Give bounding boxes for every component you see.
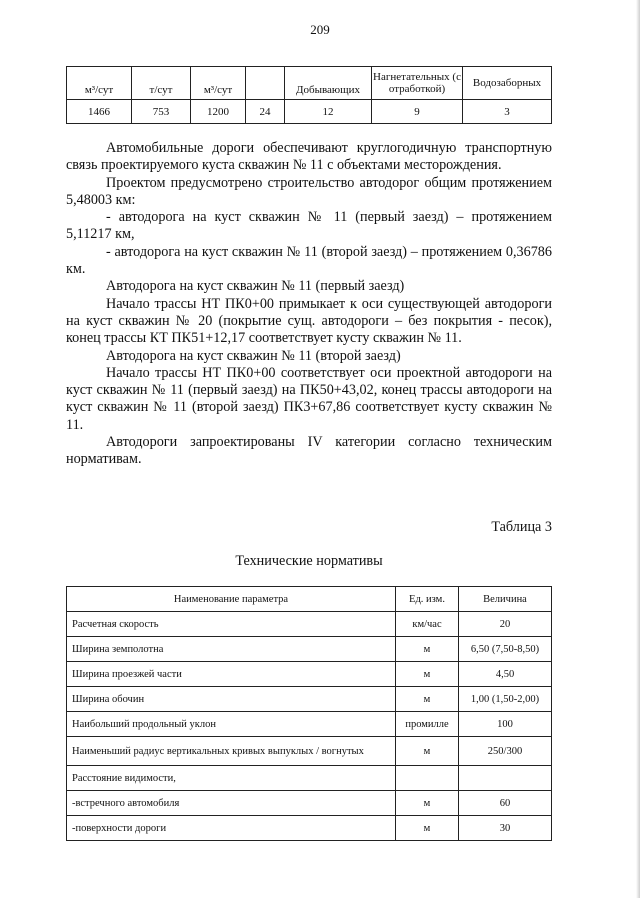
- wells-table: [66, 66, 552, 124]
- column-header: Величина: [459, 587, 552, 612]
- table-cell: м: [396, 737, 459, 766]
- table-row: [67, 100, 552, 124]
- table-row: [67, 637, 552, 662]
- paragraph: Автодороги запроектированы IV категории согласно техническим нормативам.: [66, 434, 552, 468]
- table-cell: [459, 766, 552, 791]
- table-cell: м: [396, 687, 459, 712]
- column-header: Ед. изм.: [396, 587, 459, 612]
- table-cell: Наименьший радиус вертикальных кривых выпуклых / вогнутых: [67, 737, 396, 766]
- page-edge-shadow: [636, 0, 640, 898]
- table-cell: Расчетная скорость: [67, 612, 396, 637]
- paragraph: Проектом предусмотрено строительство автодорог общим протяжением 5,48003 км:: [66, 174, 552, 208]
- table-cell: 1,00 (1,50-2,00): [459, 687, 552, 712]
- table-cell: 753: [132, 100, 191, 124]
- table-row: [67, 662, 552, 687]
- table-cell: Ширина земполотна: [67, 637, 396, 662]
- table-cell: м³/сут: [67, 67, 132, 100]
- table-cell: м: [396, 791, 459, 816]
- table-row: [67, 816, 552, 841]
- paragraph: - автодорога на куст скважин № 11 (первый заезд) – протяжением 5,11217 км,: [66, 209, 552, 243]
- table-cell: Нагнетательных (с отработкой): [372, 67, 463, 100]
- table-cell: Добывающих: [285, 67, 372, 100]
- table-label: Таблица 3: [491, 519, 552, 535]
- table-cell: м³/сут: [191, 67, 246, 100]
- table-cell: км/час: [396, 612, 459, 637]
- table-cell: -поверхности дороги: [67, 816, 396, 841]
- paragraph: Автомобильные дороги обеспечивают круглогодичную транспортную связь проектируемого куста скважин № 11 с объектами месторождения.: [66, 140, 552, 174]
- table-cell: м: [396, 662, 459, 687]
- table-cell: Ширина обочин: [67, 687, 396, 712]
- table-cell: Расстояние видимости,: [67, 766, 396, 791]
- table-cell: м: [396, 637, 459, 662]
- table-row: [67, 766, 552, 791]
- table-cell: [396, 766, 459, 791]
- table-cell: м: [396, 816, 459, 841]
- table-cell: 1466: [67, 100, 132, 124]
- table-cell: промилле: [396, 712, 459, 737]
- column-header: Наименование параметра: [67, 587, 396, 612]
- table-cell: Ширина проезжей части: [67, 662, 396, 687]
- table-cell: [246, 67, 285, 100]
- table-cell: 9: [372, 100, 463, 124]
- table-cell: 60: [459, 791, 552, 816]
- table-cell: -встречного автомобиля: [67, 791, 396, 816]
- table-cell: 20: [459, 612, 552, 637]
- table-cell: Наибольший продольный уклон: [67, 712, 396, 737]
- table-cell: 4,50: [459, 662, 552, 687]
- table-cell: 100: [459, 712, 552, 737]
- table-row: [67, 791, 552, 816]
- section-heading: Автодорога на куст скважин № 11 (второй заезд): [106, 347, 401, 364]
- paragraph: - автодорога на куст скважин № 11 (второй заезд) – протяжением 0,36786 км.: [66, 243, 552, 278]
- table-header-row: [67, 587, 552, 612]
- body-text: [66, 140, 552, 469]
- section-heading: Автодорога на куст скважин № 11 (первый заезд): [106, 278, 405, 295]
- paragraph: Начало трассы НТ ПК0+00 примыкает к оси существующей автодороги на куст скважин № 20 (покрытие сущ. автодороги – без покрытия - песок), конец трассы КТ ПК51+12,17 соответствует кусту скважин № 11.: [66, 295, 552, 347]
- table-row: [67, 712, 552, 737]
- norms-table: [66, 586, 552, 841]
- table-title: Технические нормативы: [235, 553, 383, 569]
- table-row: [67, 737, 552, 766]
- table-cell: 3: [463, 100, 552, 124]
- paragraph: Начало трассы НТ ПК0+00 соответствует оси проектной автодороги на куст скважин № 11 (первый заезд) на ПК50+43,02, конец трассы автодороги на куст скважин № 11 (второй заезд) ПК3+67,86 соответствует кусту скважин № 11.: [66, 364, 552, 433]
- table-cell: 1200: [191, 100, 246, 124]
- table-cell: т/сут: [132, 67, 191, 100]
- table-cell: Водозаборных: [463, 67, 552, 100]
- table-row: [67, 687, 552, 712]
- table-cell: 30: [459, 816, 552, 841]
- table-row: [67, 612, 552, 637]
- table-cell: 24: [246, 100, 285, 124]
- table-cell: 12: [285, 100, 372, 124]
- table-row: [67, 67, 552, 100]
- table-cell: 250/300: [459, 737, 552, 766]
- table-cell: 6,50 (7,50-8,50): [459, 637, 552, 662]
- page-number: 209: [310, 22, 330, 37]
